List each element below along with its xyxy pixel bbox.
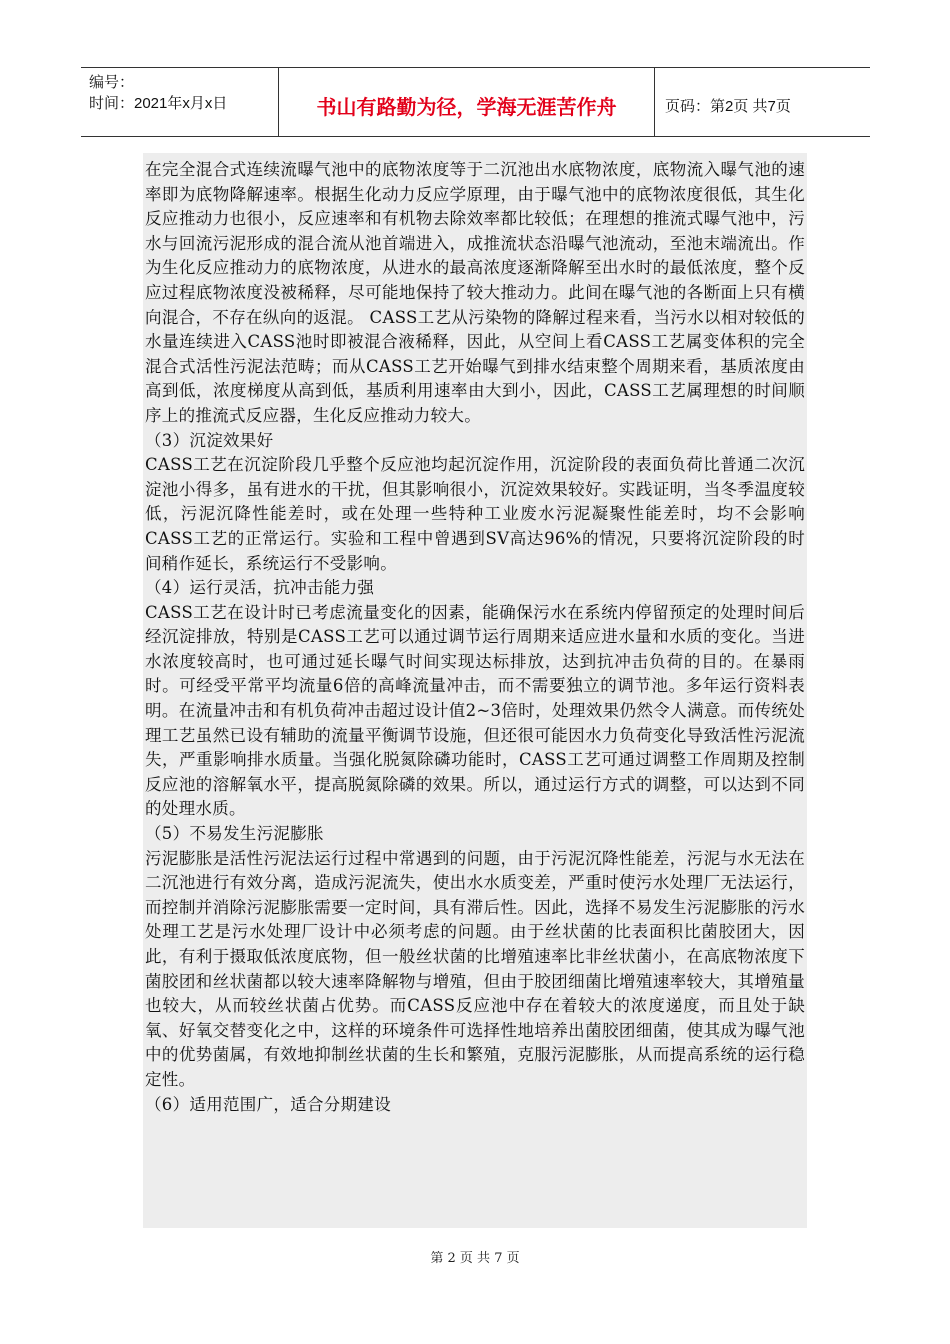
page-footer: 第 2 页 共 7 页	[430, 1251, 520, 1266]
document-body	[143, 153, 807, 1228]
header-motto: 书山有路勤为径，学海无涯苦作舟	[279, 68, 655, 136]
header-info-cell	[81, 68, 279, 136]
page-header	[81, 67, 870, 137]
document-number-label: 编号：	[89, 74, 135, 91]
header-page-info: 页码：第2页 共7页	[665, 97, 791, 115]
body-text: 在完全混合式连续流曝气池中的底物浓度等于二沉池出水底物浓度，底物流入曝气池的速率即为底物降解速率。根据生化动力反应学原理，由于曝气池中的底物浓度很低，其生化反应推动力也很小，反应速率和有机物去除效率都比较低；在理想的推流式曝气池中，污水与回流污泥形成的混合流从池首端进入，成推流状态沿曝气池流动，至池末端流出。作为生化反应推动力的底物浓度，从进水的最高浓度逐渐降解至出水时的最低浓度，整个反应过程底物浓度没被稀释，尽可能地保持了较大推动力。此间在曝气池的各断面上只有横向混合，不存在纵向的返混。 CASS工艺从污染物的降解过程来看，当污水以相对较低的水量连续进入CASS池时即被混合液稀释，因此，从空间上看CASS工艺属变体积的完全混合式活性污泥法范畴；而从CASS工艺开始曝气到排水结束整个周期来看，基质浓度由高到低，浓度梯度从高到低，基质利用速率由大到小，因此，CASS工艺属理想的时间顺序上的推流式反应器，生化反应推动力较大。 （3）沉淀效果好 CASS工艺在沉淀阶段几乎整个反应池均起沉淀作用，沉淀阶段的表面负荷比普通二次沉淀池小得多，虽有进水的干扰，但其影响很小，沉淀效果较好。实践证明，当冬季温度较低，污泥沉降性能差时，或在处理一些特种工业废水污泥凝聚性能差时，均不会影响CASS工艺的正常运行。实验和工程中曾遇到SV高达96%的情况，只要将沉淀阶段的时间稍作延长，系统运行不受影响。 （4）运行灵活，抗冲击能力强 CASS工艺在设计时已考虑流量变化的因素，能确保污水在系统内停留预定的处理时间后经沉淀排放，特别是CASS工艺可以通过调节运行周期来适应进水量和水质的变化。当进水浓度较高时，也可通过延长曝气时间实现达标排放，达到抗冲击负荷的目的。在暴雨时。可经受平常平均流量6倍的高峰流量冲击，而不需要独立的调节池。多年运行资料表明。在流量冲击和有机负荷冲击超过设计值2~3倍时，处理效果仍然令人满意。而传统处理工艺虽然已设有辅助的流量平衡调节设施，但还很可能因水力负荷变化导致活性污泥流失，严重影响排水质量。当强化脱氮除磷功能时，CASS工艺可通过调整工作周期及控制反应池的溶解氧水平，提高脱氮除磷的效果。所以，通过运行方式的调整，可以达到不同的处理水质。 （5）不易发生污泥膨胀 污泥膨胀是活性污泥法运行过程中常遇到的问题，由于污泥沉降性能差，污泥与水无法在二沉池进行有效分离，造成污泥流失，使出水水质变差，严重时使污水处理厂无法运行，而控制并消除污泥膨胀需要一定时间，具有滞后性。因此，选择不易发生污泥膨胀的污水处理工艺是污水处理厂设计中必须考虑的问题。由于丝状菌的比表面积比菌胶团大，因此，有利于摄取低浓度底物，但一般丝状菌的比增殖速率比非丝状菌小，在高底物浓度下菌胶团和丝状菌都以较大速率降解物与增殖，但由于胶团细菌比增殖速率较大，其增殖量也较大，从而较丝状菌占优势。而CASS反应池中存在着较大的浓度递度，而且处于缺氧、好氧交替变化之中，这样的环境条件可选择性地培养出菌胶团细菌，使其成为曝气池中的优势菌属，有效地抑制丝状菌的生长和繁殖，克服污泥膨胀，从而提高系统的运行稳定性。 （6）适用范围广，适合分期建设	[145, 160, 805, 1114]
document-time-label: 时间：2021年x月x日	[89, 95, 228, 112]
